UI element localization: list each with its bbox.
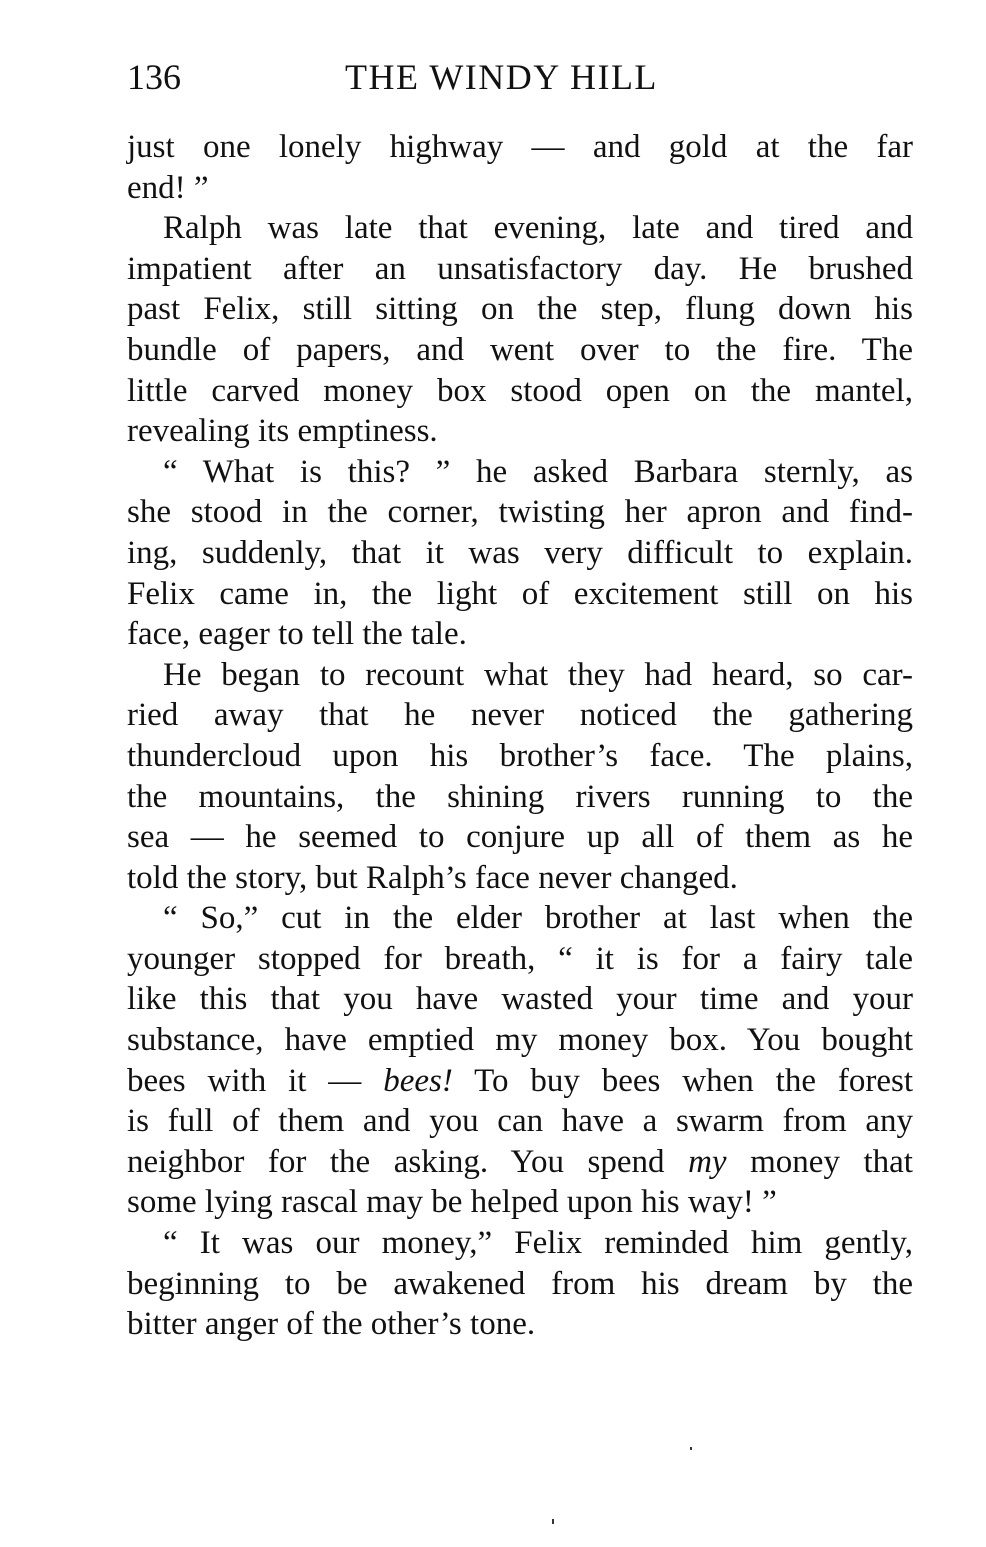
body-text: [127, 127, 913, 1345]
text-run: money that: [726, 1143, 913, 1180]
text-run: To buy bees when the forest: [452, 1062, 913, 1099]
running-head: [127, 52, 913, 102]
text-line: the mountains, the shining rivers running to the: [127, 778, 913, 815]
text-line: sea — he seemed to conjure up all of them as he: [127, 819, 913, 856]
text-line: end! ”: [127, 169, 209, 206]
text-line: Ralph was late that evening, late and tired and: [163, 210, 913, 247]
text-line: “ What is this? ” he asked Barbara sternly, as: [163, 453, 913, 490]
text-line: substance, have emptied my money box. You bought: [127, 1022, 913, 1059]
text-line: [127, 1061, 913, 1102]
text-line: “ So,” cut in the elder brother at last when the: [163, 900, 913, 937]
text-line: “ It was our money,” Felix reminded him gently,: [163, 1225, 913, 1262]
running-title: THE WINDY HILL: [345, 57, 658, 97]
text-line: ried away that he never noticed the gathering: [127, 697, 913, 734]
text-line: past Felix, still sitting on the step, flung down his: [127, 291, 913, 328]
text-line: she stood in the corner, twisting her apron and find-: [127, 494, 913, 531]
text-line: face, eager to tell the tale.: [127, 616, 467, 653]
text-line: ing, suddenly, that it was very difficult to explain.: [127, 534, 913, 571]
italic-text: my: [688, 1143, 727, 1180]
text-line: like this that you have wasted your time and your: [127, 981, 913, 1018]
page-number: 136: [127, 57, 181, 97]
text-line: He began to recount what they had heard, so car-: [163, 656, 913, 693]
text-line: little carved money box stood open on the mantel,: [127, 372, 913, 409]
print-speck: [552, 1519, 554, 1524]
text-line: impatient after an unsatisfactory day. He brushed: [127, 250, 913, 287]
text-line: beginning to be awakened from his dream by the: [127, 1265, 913, 1302]
text-line: told the story, but Ralph’s face never changed.: [127, 859, 738, 896]
text-line: revealing its emptiness.: [127, 413, 438, 450]
text-line: is full of them and you can have a swarm from any: [127, 1103, 913, 1140]
text-line: bitter anger of the other’s tone.: [127, 1306, 536, 1343]
text-run: bees with it —: [127, 1062, 384, 1099]
italic-text: bees!: [383, 1062, 453, 1099]
text-line: younger stopped for breath, “ it is for a fairy tale: [127, 940, 913, 977]
text-run: neighbor for the asking. You spend: [127, 1143, 689, 1180]
text-line: bundle of papers, and went over to the fire. The: [127, 331, 913, 368]
text-line: just one lonely highway — and gold at the far: [127, 129, 913, 165]
print-speck: [690, 1447, 692, 1450]
text-line: [127, 1142, 913, 1183]
text-line: some lying rascal may be helped upon his way! ”: [127, 1184, 777, 1221]
text-line: thundercloud upon his brother’s face. The plains,: [127, 737, 913, 774]
text-line: Felix came in, the light of excitement still on his: [127, 575, 913, 612]
